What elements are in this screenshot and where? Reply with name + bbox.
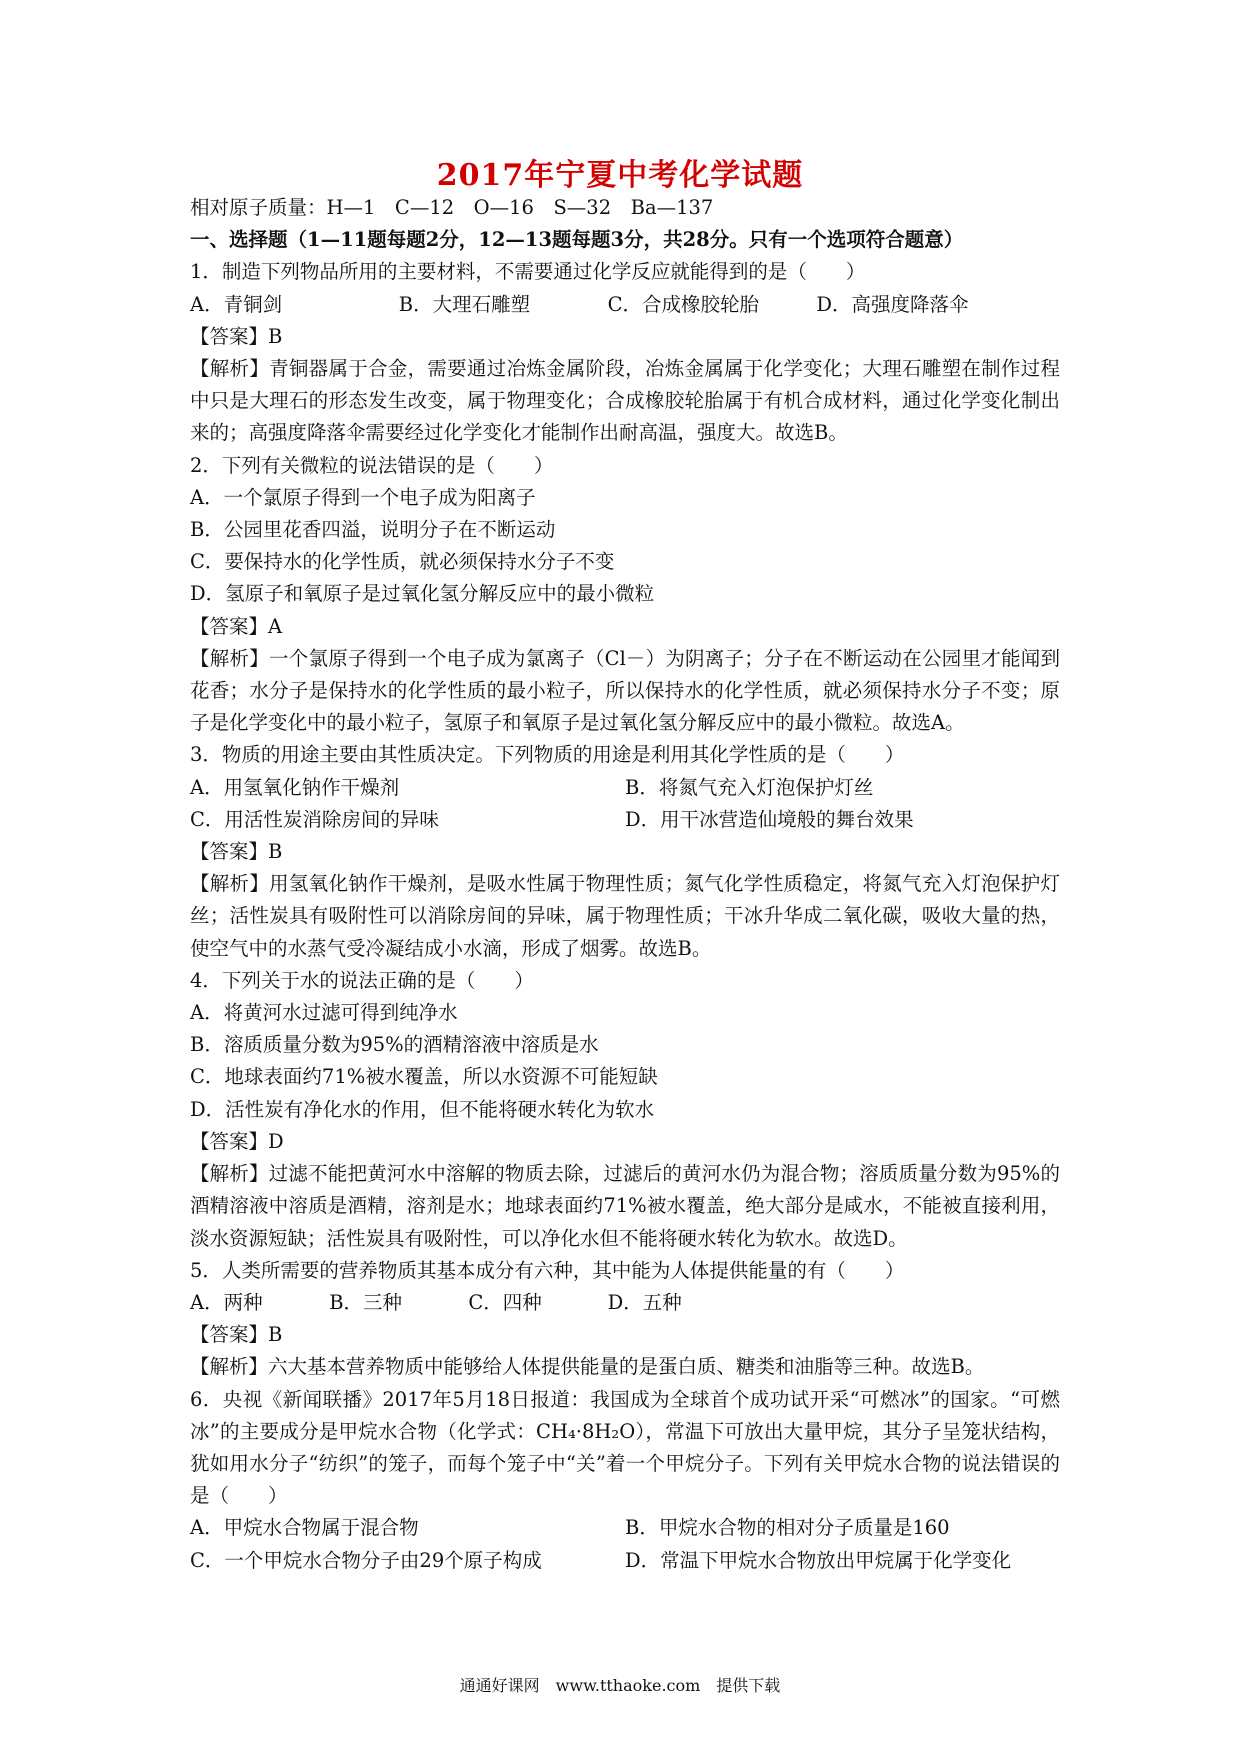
question-options-row-1 [190, 1512, 1060, 1544]
question-stem: 1．制造下列物品所用的主要材料，不需要通过化学反应就能得到的是（ ） [190, 260, 866, 284]
question-options-row-2 [190, 804, 1060, 836]
option-b: B．将氮气充入灯泡保护灯丝 [625, 775, 874, 799]
option-a: A．将黄河水过滤可得到纯净水 [190, 1001, 458, 1025]
option-c: C．合成橡胶轮胎 [607, 292, 760, 316]
answer: 【答案】B [190, 840, 283, 864]
question-2 [190, 450, 1060, 740]
question-4 [190, 965, 1060, 1255]
analysis: 【解析】六大基本营养物质中能够给人体提供能量的是蛋白质、糖类和油脂等三种。故选B。 [190, 1355, 985, 1379]
option-d: D．氢原子和氧原子是过氧化氢分解反应中的最小微粒 [190, 582, 655, 606]
option-b: B．溶质质量分数为95%的酒精溶液中溶质是水 [190, 1033, 599, 1057]
section-heading: 一、选择题（1—11题每题2分，12—13题每题3分，共28分。只有一个选项符合题意） [190, 228, 964, 252]
option-c: C．地球表面约71%被水覆盖，所以水资源不可能短缺 [190, 1065, 658, 1089]
footer-credit: 通通好课网 www.tthaoke.com 提供下载 [459, 1676, 781, 1695]
option-d: D．常温下甲烷水合物放出甲烷属于化学变化 [625, 1548, 1012, 1572]
analysis: 【解析】青铜器属于合金，需要通过冶炼金属阶段，冶炼金属属于化学变化；大理石雕塑在制作过程中只是大理石的形态发生改变，属于物理变化；合成橡胶轮胎属于有机合成材料，通过化学变化制出来的；高强度降落伞需要经过化学变化才能制作出耐高温，强度大。故选B。 [190, 357, 1060, 445]
question-stem: 2．下列有关微粒的说法错误的是（ ） [190, 453, 554, 477]
page-title: 2017年宁夏中考化学试题 [436, 158, 804, 193]
option-b: B．三种 [329, 1290, 403, 1314]
question-1 [190, 256, 1060, 449]
question-6 [190, 1384, 1060, 1577]
analysis: 【解析】一个氯原子得到一个电子成为氯离子（Cl－）为阴离子；分子在不断运动在公园里才能闻到花香；水分子是保持水的化学性质的最小粒子，所以保持水的化学性质，就必须保持水分子不变；原子是化学变化中的最小粒子，氢原子和氧原子是过氧化氢分解反应中的最小微粒。故选A。 [190, 646, 1060, 735]
atomic-masses: 相对原子质量：H—1 C—12 O—16 S—32 Ba—137 [190, 196, 714, 219]
question-options [190, 1287, 1060, 1319]
option-a: A．甲烷水合物属于混合物 [190, 1516, 419, 1540]
question-options-row-1 [190, 772, 1060, 804]
analysis: 【解析】过滤不能把黄河水中溶解的物质去除，过滤后的黄河水仍为混合物；溶质质量分数为95%的酒精溶液中溶质是酒精，溶剂是水；地球表面约71%被水覆盖，绝大部分是咸水，不能被直接利用，淡水资源短缺；活性炭具有吸附性，可以净化水但不能将硬水转化为软水。故选D。 [190, 1162, 1060, 1250]
answer: 【答案】B [190, 324, 283, 348]
option-b: B．大理石雕塑 [398, 292, 531, 316]
option-d: D．用干冰营造仙境般的舞台效果 [625, 807, 914, 831]
question-stem: 5．人类所需要的营养物质其基本成分有六种，其中能为人体提供能量的有（ ） [190, 1258, 905, 1282]
option-a: A．一个氯原子得到一个电子成为阳离子 [190, 485, 536, 509]
option-a: A．两种 [190, 1290, 263, 1314]
question-stem: 3．物质的用途主要由其性质决定。下列物质的用途是利用其化学性质的是（ ） [190, 743, 905, 767]
option-b: B．公园里花香四溢，说明分子在不断运动 [190, 518, 556, 542]
option-c: C．一个甲烷水合物分子由29个原子构成 [190, 1548, 542, 1572]
option-b: B．甲烷水合物的相对分子质量是160 [625, 1516, 950, 1540]
answer: 【答案】A [190, 614, 283, 638]
option-a: A．用氢氧化钠作干燥剂 [190, 775, 400, 799]
exam-content [190, 192, 1060, 1577]
option-d: D．活性炭有净化水的作用，但不能将硬水转化为软水 [190, 1097, 655, 1121]
option-a: A．青铜剑 [190, 292, 283, 316]
question-3 [190, 739, 1060, 964]
option-c: C．四种 [468, 1290, 542, 1314]
option-d: D．高强度降落伞 [816, 292, 969, 316]
option-c: C．要保持水的化学性质，就必须保持水分子不变 [190, 550, 615, 574]
question-5 [190, 1255, 1060, 1384]
question-stem: 6．央视《新闻联播》2017年5月18日报道：我国成为全球首个成功试开采“可燃冰”的国家。“可燃冰”的主要成分是甲烷水合物（化学式：CH₄·8H₂O），常温下可放出大量甲烷，其分子呈笼状结构，犹如用水分子“纺织”的笼子，而每个笼子中“关”着一个甲烷分子。下列有关甲烷水合物的说法错误的是（ ） [190, 1387, 1060, 1508]
question-options-row-2 [190, 1545, 1060, 1577]
option-d: D．五种 [607, 1290, 682, 1314]
answer: 【答案】D [190, 1129, 284, 1153]
answer: 【答案】B [190, 1323, 283, 1347]
analysis: 【解析】用氢氧化钠作干燥剂，是吸水性属于物理性质；氮气化学性质稳定，将氮气充入灯泡保护灯丝；活性炭具有吸附性可以消除房间的异味，属于物理性质；干冰升华成二氧化碳，吸收大量的热，使空气中的水蒸气受冷凝结成小水滴，形成了烟雾。故选B。 [190, 872, 1060, 960]
question-stem: 4．下列关于水的说法正确的是（ ） [190, 968, 534, 992]
question-options [190, 289, 1060, 321]
option-c: C．用活性炭消除房间的异味 [190, 807, 439, 831]
